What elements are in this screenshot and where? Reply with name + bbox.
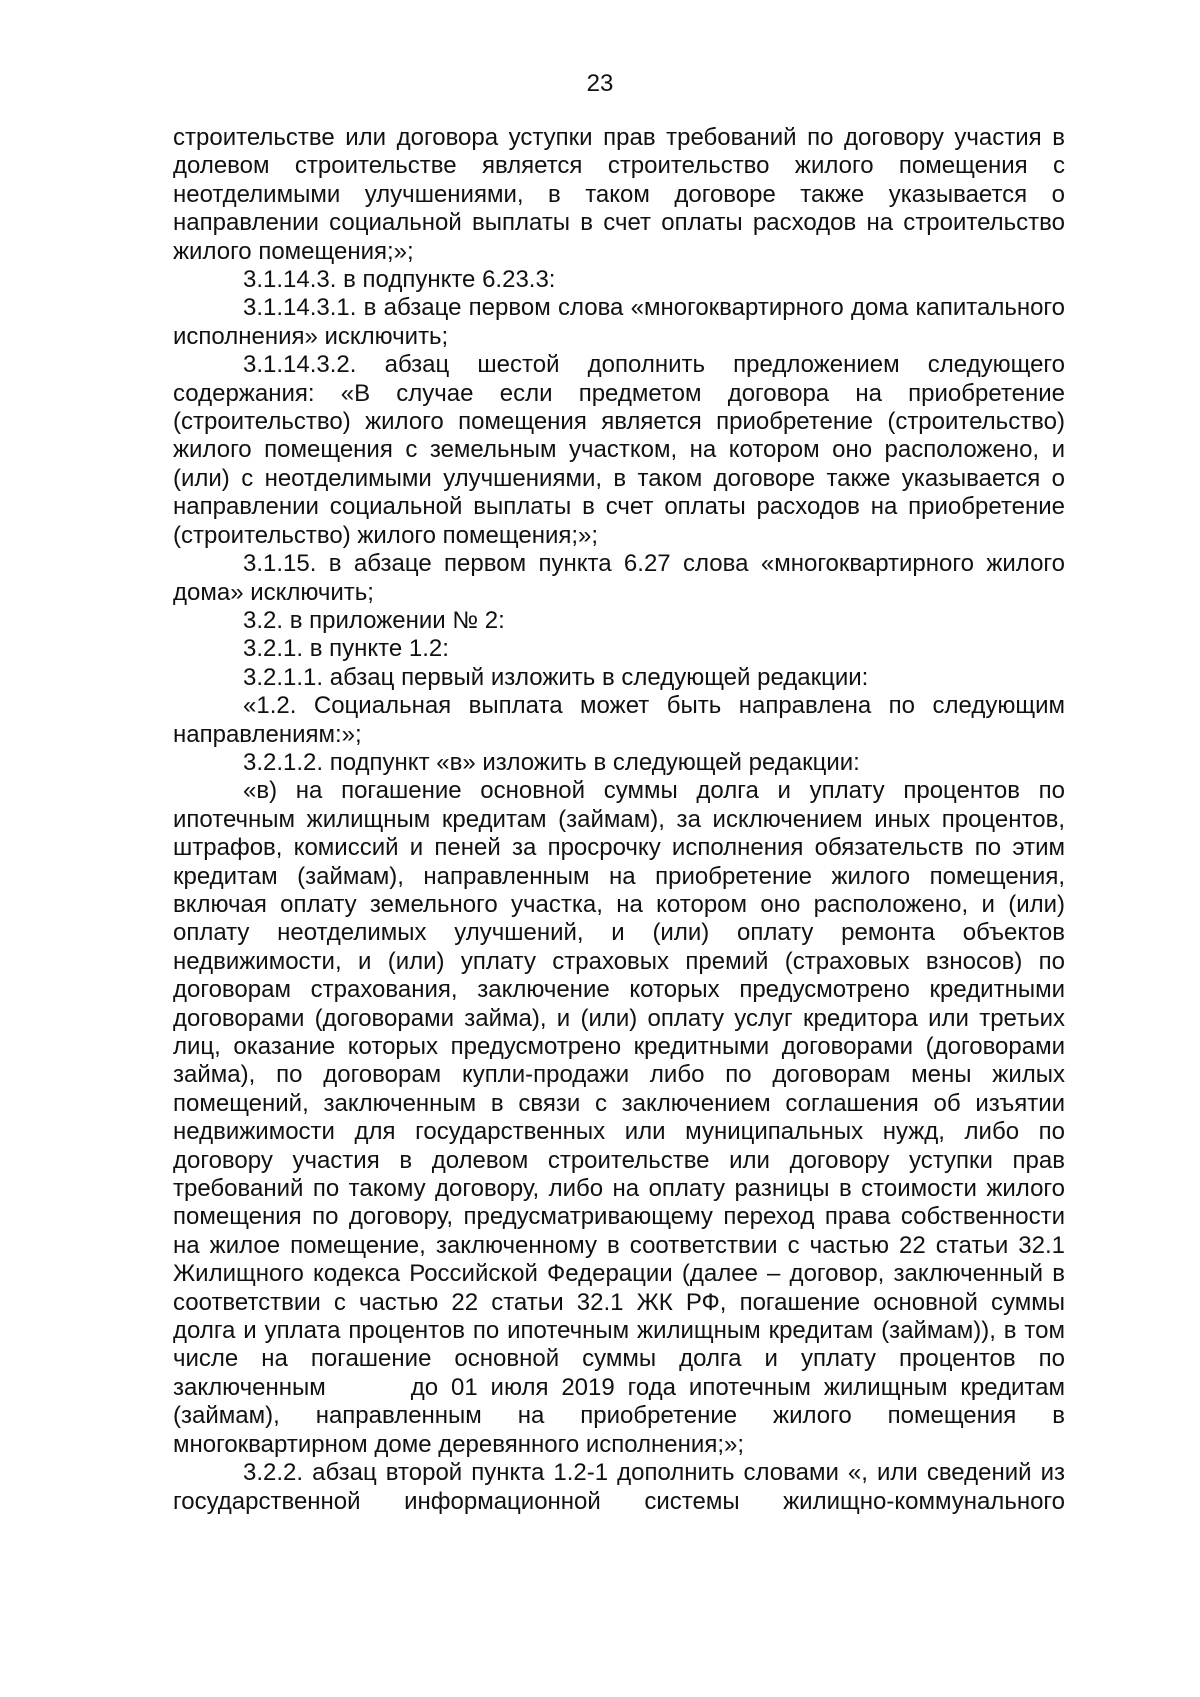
paragraph-final: 3.2.2. абзац второй пункта 1.2-1 дополнить словами «, или сведений из государственной информационной системы жилищно-коммунального — [173, 1459, 1065, 1515]
paragraph-subitem-v — [173, 777, 1065, 1459]
paragraph-part: «в) на погашение основной суммы долга и уплату процентов по ипотечным жилищным кредитам (займам), за исключением иных процентов, штрафов, комиссий и пеней за просрочку исполнения обязательств по этим кредитам (займам), направленным на приобретение жилого помещения, включая оплату земельного участка, на котором оно расположено, и (или) оплату неотделимых улучшений, и (или) оплату ремонта объектов недвижимости, и (или) уплату страховых премий (страховых взносов) по договорам страхования, заключение которых предусмотрено кредитными договорами (договорами займа), и (или) оплату услуг кредитора или третьих лиц, оказание которых предусмотрено кредитными договорами (договорами займа), по договорам купли-продажи либо по договорам мены жилых помещений, заключенным в связи с заключением соглашения об изъятии недвижимости для государственных или муниципальных нужд, либо по договору участия в долевом строительстве или договору уступки прав требований по такому договору, либо на оплату разницы в стоимости жилого помещения по договору, предусматривающему переход права собственности на жилое помещение, заключенному в соответствии с частью 22 статьи 32.1 Жилищного кодекса Российской Федерации (далее – договор, заключенный в соответствии с частью 22 статьи 32.1 ЖК РФ, погашение основной суммы долга и уплата процентов по ипотечным жилищным кредитам (займам)), в том числе на погашение основной суммы долга и уплату процентов по заключенным — [173, 777, 1065, 1401]
paragraph-part: до 01 июля 2019 года ипотечным жилищным кредитам (займам), направленным на приобретение жилого помещения в многоквартирном доме деревянного исполнения;»; — [173, 1373, 1065, 1458]
paragraph: 3.2.1.2. подпункт «в» изложить в следующей редакции: — [243, 748, 860, 776]
paragraph: 3.2.1.1. абзац первый изложить в следующей редакции: — [243, 663, 869, 691]
paragraph: 3.1.14.3.1. в абзаце первом слова «многоквартирного дома капитального исполнения» исключить; — [173, 294, 1065, 350]
paragraph: «1.2. Социальная выплата может быть направлена по следующим направлениям:»; — [173, 692, 1065, 748]
paragraph: строительстве или договора уступки прав требований по договору участия в долевом строительстве является строительство жилого помещения с неотделимыми улучшениями, в таком договоре также указывается о направлении социальной выплаты в счет оплаты расходов на строительство жилого помещения;»; — [173, 124, 1065, 265]
document-body — [173, 124, 1065, 1516]
paragraph: 3.2.1. в пункте 1.2: — [243, 635, 449, 663]
paragraph: 3.1.14.3. в подпункте 6.23.3: — [243, 266, 556, 294]
paragraph: 3.2. в приложении № 2: — [243, 606, 505, 634]
page-number: 23 — [586, 70, 614, 97]
paragraph: 3.1.15. в абзаце первом пункта 6.27 слова «многоквартирного жилого дома» исключить; — [173, 550, 1065, 606]
paragraph: 3.1.14.3.2. абзац шестой дополнить предложением следующего содержания: «В случае если предметом договора на приобретение (строительство) жилого помещения является приобретение (строительство) жилого помещения с земельным участком, на котором оно расположено, и (или) с неотделимыми улучшениями, в таком договоре также указывается о направлении социальной выплаты в счет оплаты расходов на приобретение (строительство) жилого помещения;»; — [173, 351, 1065, 549]
